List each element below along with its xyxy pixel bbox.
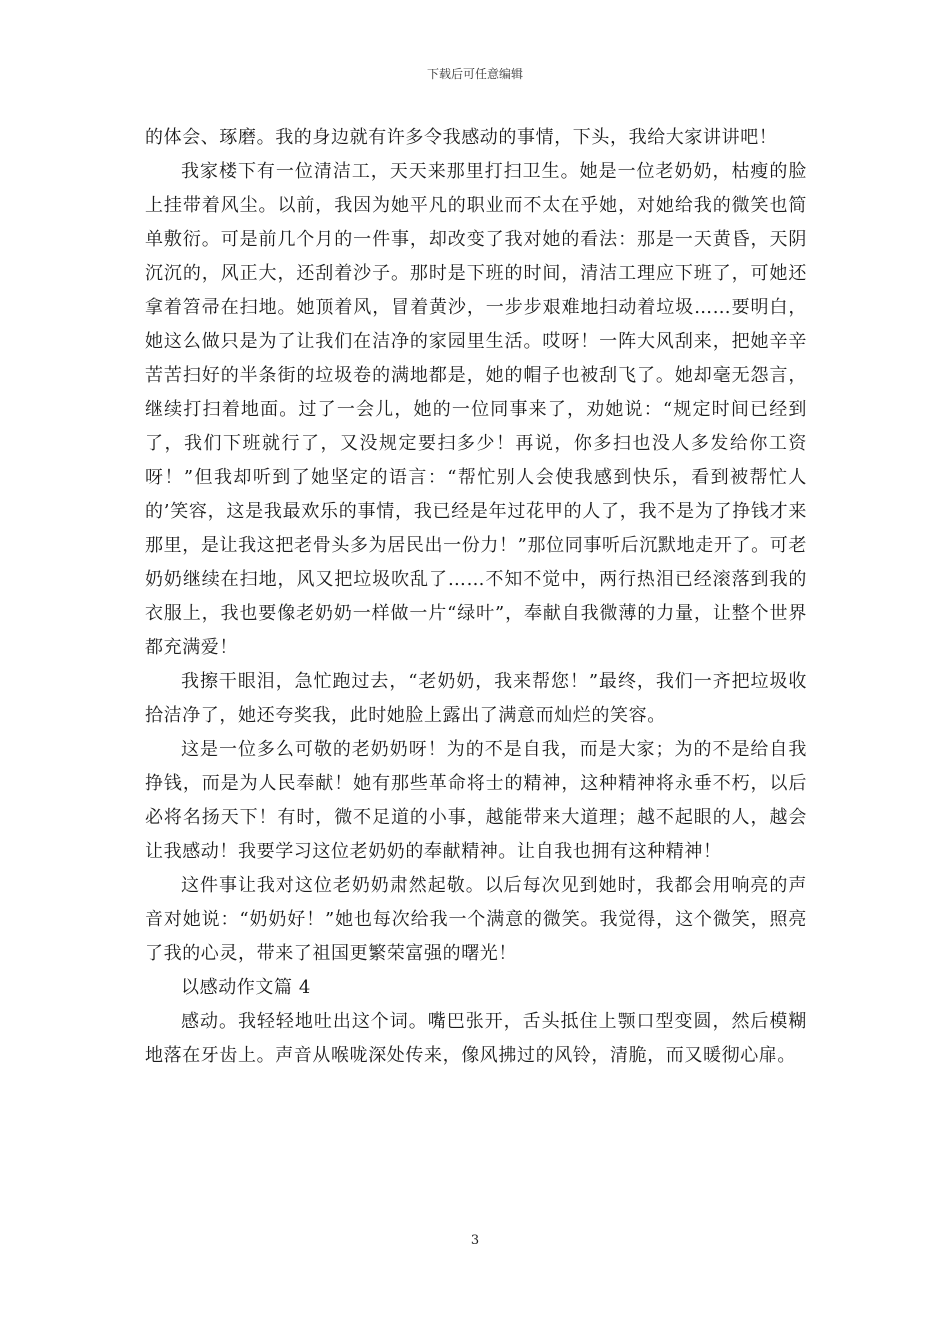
paragraph-helping: 我擦干眼泪，急忙跑过去，“老奶奶，我来帮您！”最终，我们一齐把垃圾收拾洁净了，她还夸奖我，此时她脸上露出了满意而灿烂的笑容。: [145, 671, 807, 726]
page-number: 3: [470, 1233, 480, 1248]
paragraph-essay-4-opening: 感动。我轻轻地吐出这个词。嘴巴张开，舌头抵住上颚口型变圆，然后模糊地落在牙齿上。声音从喉咙深处传来，像风拂过的风铃，清脆，而又暖彻心扉。: [145, 1011, 807, 1066]
paragraph-reflection: 这是一位多么可敬的老奶奶呀！为的不是自我，而是大家；为的不是给自我挣钱，而是为人民奉献！她有那些革命将士的精神，这种精神将永垂不朽，以后必将名扬天下！有时，微不足道的小事，越能带来大道理；越不起眼的人，越会让我感动！我要学习这位老奶奶的奉献精神。让自我也拥有这种精神！: [145, 739, 807, 862]
document-body: [145, 121, 807, 1073]
paragraph-continuation: 的体会、琢磨。我的身边就有许多令我感动的事情，下头，我给大家讲讲吧！: [145, 127, 778, 148]
page-header: 下载后可任意编辑: [426, 67, 523, 81]
paragraph-respect: 这件事让我对这位老奶奶肃然起敬。以后每次见到她时，我都会用响亮的声音对她说：“奶奶好！”她也每次给我一个满意的微笑。我觉得，这个微笑，照亮了我的心灵，带来了祖国更繁荣富强的曙光！: [145, 875, 807, 964]
paragraph-story: 我家楼下有一位清洁工，天天来那里打扫卫生。她是一位老奶奶，枯瘦的脸上挂带着风尘。以前，我因为她平凡的职业而不太在乎她，对她给我的微笑也简单敷衍。可是前几个月的一件事，却改变了我对她的看法：那是一天黄昏，天阴沉沉的，风正大，还刮着沙子。那时是下班的时间，清洁工理应下班了，可她还拿着笤帚在扫地。她顶着风，冒着黄沙，一步步艰难地扫动着垃圾……要明白，她这么做只是为了让我们在洁净的家园里生活。哎呀！一阵大风刮来，把她辛辛苦苦扫好的半条街的垃圾卷的满地都是，她的帽子也被刮飞了。她却毫无怨言，继续打扫着地面。过了一会儿，她的一位同事来了，劝她说：“规定时间已经到了，我们下班就行了，又没规定要扫多少！再说，你多扫也没人多发给你工资呀！”但我却听到了她坚定的语言：“帮忙别人会使我感到快乐，看到被帮忙人的’笑容，这是我最欢乐的事情，我已经是年过花甲的人了，我不是为了挣钱才来那里，是让我这把老骨头多为居民出一份力！”那位同事听后沉默地走开了。可老奶奶继续在扫地，风又把垃圾吹乱了……不知不觉中，两行热泪已经滚落到我的衣服上，我也要像老奶奶一样做一片“绿叶”，奉献自我微薄的力量，让整个世界都充满爱！: [145, 161, 807, 658]
section-heading: 以感动作文篇 4: [181, 977, 311, 998]
